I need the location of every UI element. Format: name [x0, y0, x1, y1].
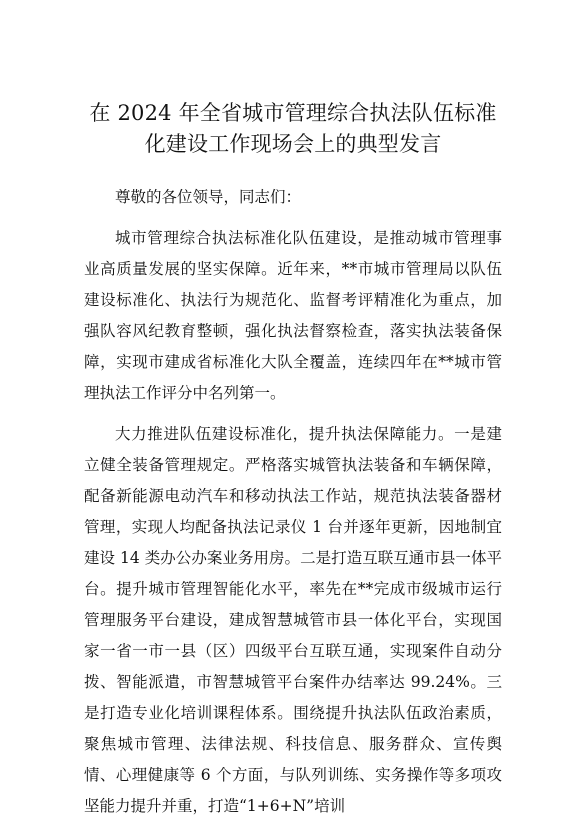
paragraph-team-standardization: 大力推进队伍建设标准化，提升执法保障能力。一是建立健全装备管理规定。严格落实城管执法装备和车辆保障，配备新能源电动汽车和移动执法工作站，规范执法装备器材管理，实现人均配备执法记录仪 1 台并逐年更新，因地制宜建设 14 类办公办案业务用房。二是打造互联互通市县一体平台。提升城市管理智能化水平，率先在**完成市级城市运行管理服务平台建设，建成智慧城管市县一体化平台，实现国家一省一市一县（区）四级平台互联互通，实现案件自动分拨、智能派遣，市智慧城管平台案件办结率达 99.24%。三是打造专业化培训课程体系。围绕提升执法队伍政治素质，聚焦城市管理、法律法规、科技信息、服务群众、宣传舆情、心理健康等 6 个方面，与队列训练、实务操作等多项攻坚能力提升并重，打造“1+6+N”培训 [84, 425, 502, 815]
document-title: 在 2024 年全省城市管理综合执法队伍标准化建设工作现场会上的典型发言 [89, 101, 497, 156]
salutation: 尊敬的各位领导，同志们： [115, 188, 302, 206]
paragraph-intro: 城市管理综合执法标准化队伍建设，是推动城市管理事业高质量发展的坚实保障。近年来，**市城市管理局以队伍建设标准化、执法行为规范化、监督考评精准化为重点，加强队容风纪教育整顿，强化执法督察检查，落实执法装备保障，实现市建成省标准化大队全覆盖，连续四年在**城市管理执法工作评分中名列第一。 [84, 229, 502, 402]
